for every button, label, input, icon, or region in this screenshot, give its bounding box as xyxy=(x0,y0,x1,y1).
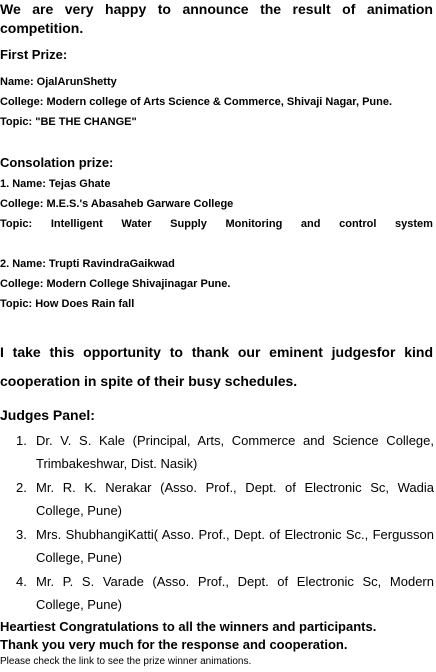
consolation-1-college: College: M.E.S.'s Abasaheb Garware College xyxy=(0,198,234,210)
judge-number: 2. xyxy=(16,480,27,495)
topic-word: control xyxy=(339,218,377,230)
thank-you-line: Thank you very much for the response and cooperation. xyxy=(0,637,348,652)
topic-word: Water xyxy=(121,218,152,230)
consolation-2-name: 2. Name: Trupti RavindraGaikwad xyxy=(0,258,175,270)
topic-word: Supply xyxy=(170,218,207,230)
intro-paragraph: We are very happy to announce the result of animation competition. xyxy=(0,1,433,36)
consolation-1-topic xyxy=(0,218,433,230)
consolation-2-college: College: Modern College Shivajinagar Pune. xyxy=(0,278,231,290)
topic-word: system xyxy=(395,218,433,230)
consolation-heading: Consolation prize: xyxy=(0,155,114,170)
judge-item xyxy=(16,570,434,616)
judge-text: Mr. R. K. Nerakar (Asso. Prof., Dept. of Electronic Sc, Wadia College, Pune) xyxy=(36,480,434,518)
judge-text: Mrs. ShubhangiKatti( Asso. Prof., Dept. of Electronic Sc., Fergusson College, Pune) xyxy=(36,527,434,565)
consolation-2-topic: Topic: How Does Rain fall xyxy=(0,298,135,310)
thanks-paragraph: I take this opportunity to thank our eminent judgesfor kind cooperation in spite of their busy schedules. xyxy=(0,344,433,389)
first-prize-college: College: Modern college of Arts Science & Commerce, Shivaji Nagar, Pune. xyxy=(0,96,393,108)
link-note: Please check the link to see the prize winner animations. xyxy=(0,656,252,667)
topic-word: Intelligent xyxy=(50,218,103,230)
topic-word: Monitoring xyxy=(225,218,283,230)
judge-number: 1. xyxy=(16,433,27,448)
judges-heading: Judges Panel: xyxy=(0,407,95,423)
topic-word: and xyxy=(300,218,321,230)
judge-item xyxy=(16,523,434,569)
judge-number: 4. xyxy=(16,574,27,589)
first-prize-topic: Topic: "BE THE CHANGE" xyxy=(0,116,137,128)
judge-text: Dr. V. S. Kale (Principal, Arts, Commerce and Science College, Trimbakeshwar, Dist. Nasik) xyxy=(36,433,434,471)
topic-word: Topic: xyxy=(0,218,33,230)
first-prize-heading: First Prize: xyxy=(0,47,68,62)
consolation-1-name: 1. Name: Tejas Ghate xyxy=(0,178,111,190)
congratulations-line: Heartiest Congratulations to all the winners and participants. xyxy=(0,619,377,634)
judge-item xyxy=(16,476,434,522)
judge-item xyxy=(16,429,434,475)
judge-number: 3. xyxy=(16,527,27,542)
first-prize-name: Name: OjalArunShetty xyxy=(0,76,117,88)
judge-text: Mr. P. S. Varade (Asso. Prof., Dept. of Electronic Sc, Modern College, Pune) xyxy=(36,574,434,612)
